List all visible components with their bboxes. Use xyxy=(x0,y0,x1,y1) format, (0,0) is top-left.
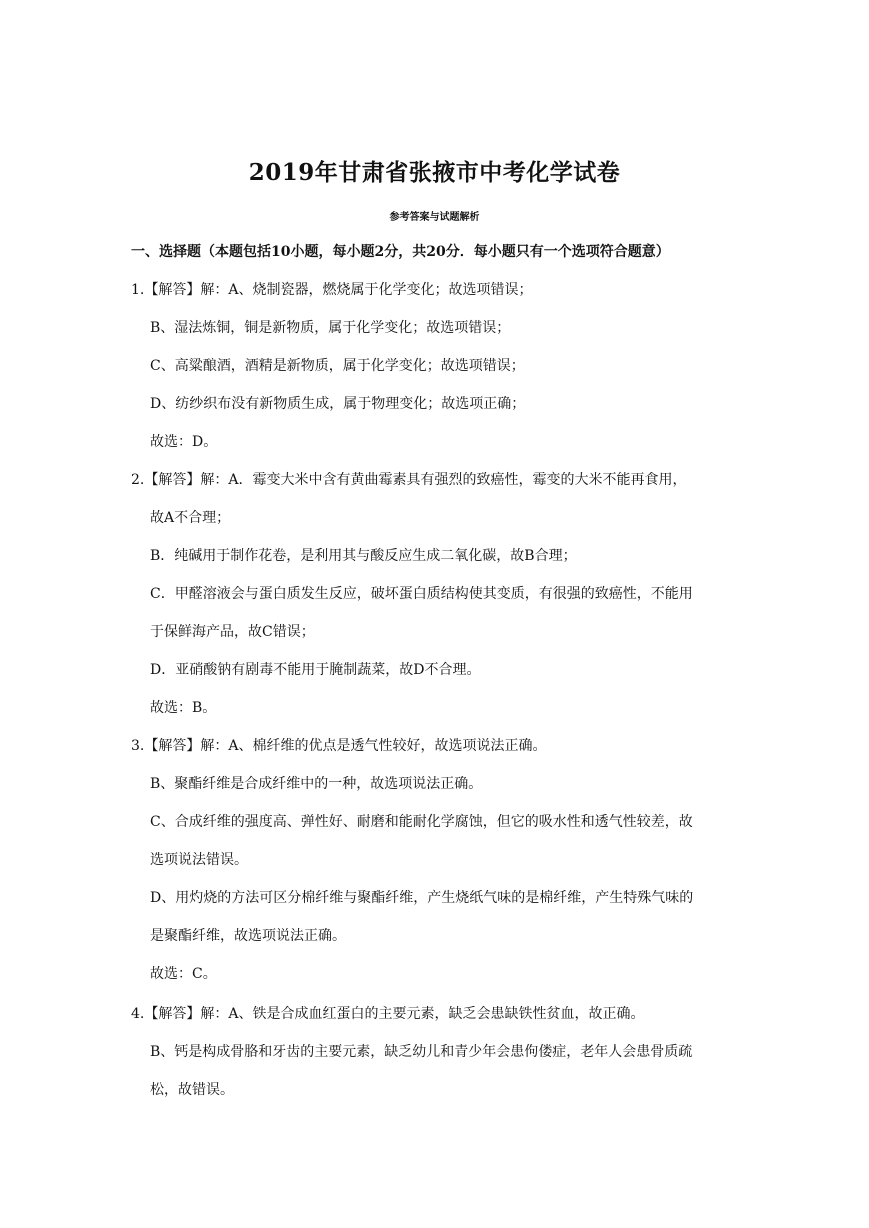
answer-line: D．亚硝酸钠有剧毒不能用于腌制蔬菜，故D不合理。 xyxy=(150,662,481,678)
answer-line: B、湿法炼铜，铜是新物质，属于化学变化；故选项错误； xyxy=(150,320,511,336)
answer-line: B．纯碱用于制作花卷，是利用其与酸反应生成二氧化碳，故B合理； xyxy=(150,548,577,564)
answer-line: D、纺纱织布没有新物质生成，属于物理变化；故选项正确； xyxy=(150,396,526,412)
answer-line: 3.【解答】解：A、棉纤维的优点是透气性较好，故选项说法正确。 xyxy=(131,738,547,754)
answer-line: 于保鲜海产品，故C错误； xyxy=(150,624,315,640)
answer-line: 1.【解答】解：A、烧制瓷器，燃烧属于化学变化；故选项错误； xyxy=(131,282,533,298)
answer-line: 是聚酯纤维，故选项说法正确。 xyxy=(150,928,346,944)
document-subtitle: 参考答案与试题解析 xyxy=(389,212,480,223)
answer-line: 故A不合理； xyxy=(150,510,231,526)
section-heading: 一、选择题（本题包括10小题，每小题2分，共20分．每小题只有一个选项符合题意） xyxy=(131,244,670,260)
answer-line: D、用灼烧的方法可区分棉纤维与聚酯纤维，产生烧纸气味的是棉纤维，产生特殊气味的 xyxy=(150,890,694,906)
answer-line: C．甲醛溶液会与蛋白质发生反应，破坏蛋白质结构使其变质，有很强的致癌性，不能用 xyxy=(150,586,693,602)
answer-line: 故选：C。 xyxy=(150,966,217,982)
answer-line: 2.【解答】解：A．霉变大米中含有黄曲霉素具有强烈的致癌性，霉变的大米不能再食用， xyxy=(131,472,687,488)
answer-line: B、聚酯纤维是合成纤维中的一种，故选项说法正确。 xyxy=(150,776,483,792)
answer-line: 故选：D。 xyxy=(150,434,218,450)
document-title: 2019年甘肃省张掖市中考化学试卷 xyxy=(248,159,621,186)
answer-line: 4.【解答】解：A、铁是合成血红蛋白的主要元素，缺乏会患缺铁性贫血，故正确。 xyxy=(131,1006,645,1022)
answer-line: C、高粱酿酒，酒精是新物质，属于化学变化；故选项错误； xyxy=(150,358,525,374)
answer-line: 选项说法错误。 xyxy=(150,852,248,868)
answer-line: C、合成纤维的强度高、弹性好、耐磨和能耐化学腐蚀，但它的吸水性和透气性较差，故 xyxy=(150,814,693,830)
answer-line: B、钙是构成骨胳和牙齿的主要元素，缺乏幼儿和青少年会患佝偻症，老年人会患骨质疏 xyxy=(150,1044,693,1060)
answer-line: 故选：B。 xyxy=(150,700,217,716)
answer-line: 松，故错误。 xyxy=(150,1082,234,1098)
